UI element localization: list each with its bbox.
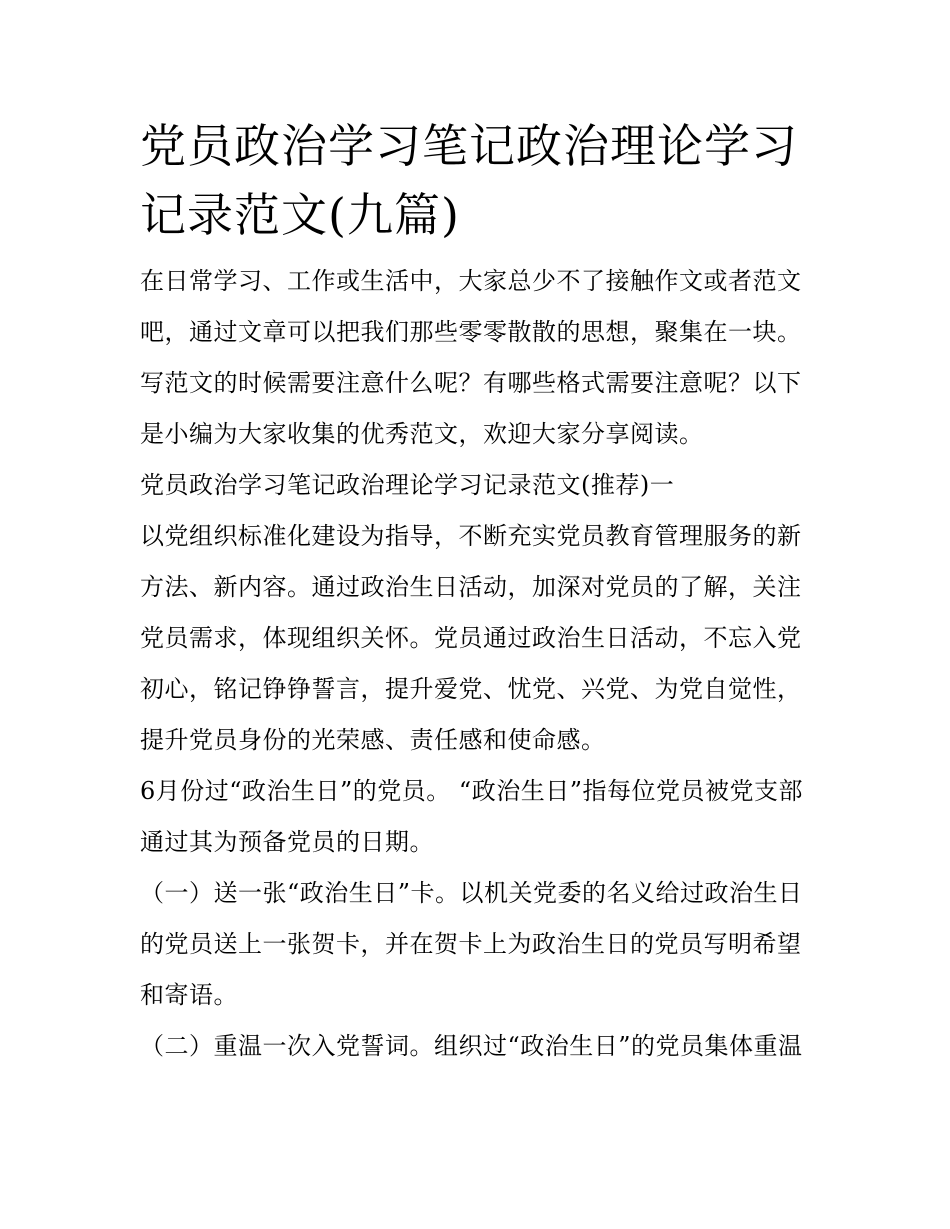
body-paragraph: 以党组织标准化建设为指导，不断充实党员教育管理服务的新方法、新内容。通过政治生日活动，加深对党员的了解，关注党员需求，体现组织关怀。党员通过政治生日活动，不忘入党初心，铭记铮铮誓言，提升爱党、忧党、兴党、为党自觉性，提升党员身份的光荣感、责任感和使命感。 bbox=[140, 522, 802, 754]
document-title: 党员政治学习笔记政治理论学习记录范文(九篇) bbox=[140, 119, 798, 242]
intro-paragraph: 在日常学习、工作或生活中，大家总少不了接触作文或者范文吧，通过文章可以把我们那些零零散散的思想，聚集在一块。写范文的时候需要注意什么呢？有哪些格式需要注意呢？以下是小编为大家收集的优秀范文，欢迎大家分享阅读。 bbox=[140, 267, 802, 448]
list-item-paragraph: （二）重温一次入党誓词。组织过“政治生日”的党员集体重温 bbox=[140, 1032, 803, 1060]
body-paragraph: 6月份过“政治生日”的党员。 “政治生日”指每位党员被党支部通过其为预备党员的日期。 bbox=[140, 777, 803, 856]
document-body bbox=[140, 112, 816, 1072]
section-heading: 党员政治学习笔记政治理论学习记录范文(推荐)一 bbox=[140, 471, 675, 499]
list-item-paragraph: （一）送一张“政治生日”卡。以机关党委的名义给过政治生日的党员送上一张贺卡，并在贺卡上为政治生日的党员写明希望和寄语。 bbox=[140, 879, 803, 1009]
